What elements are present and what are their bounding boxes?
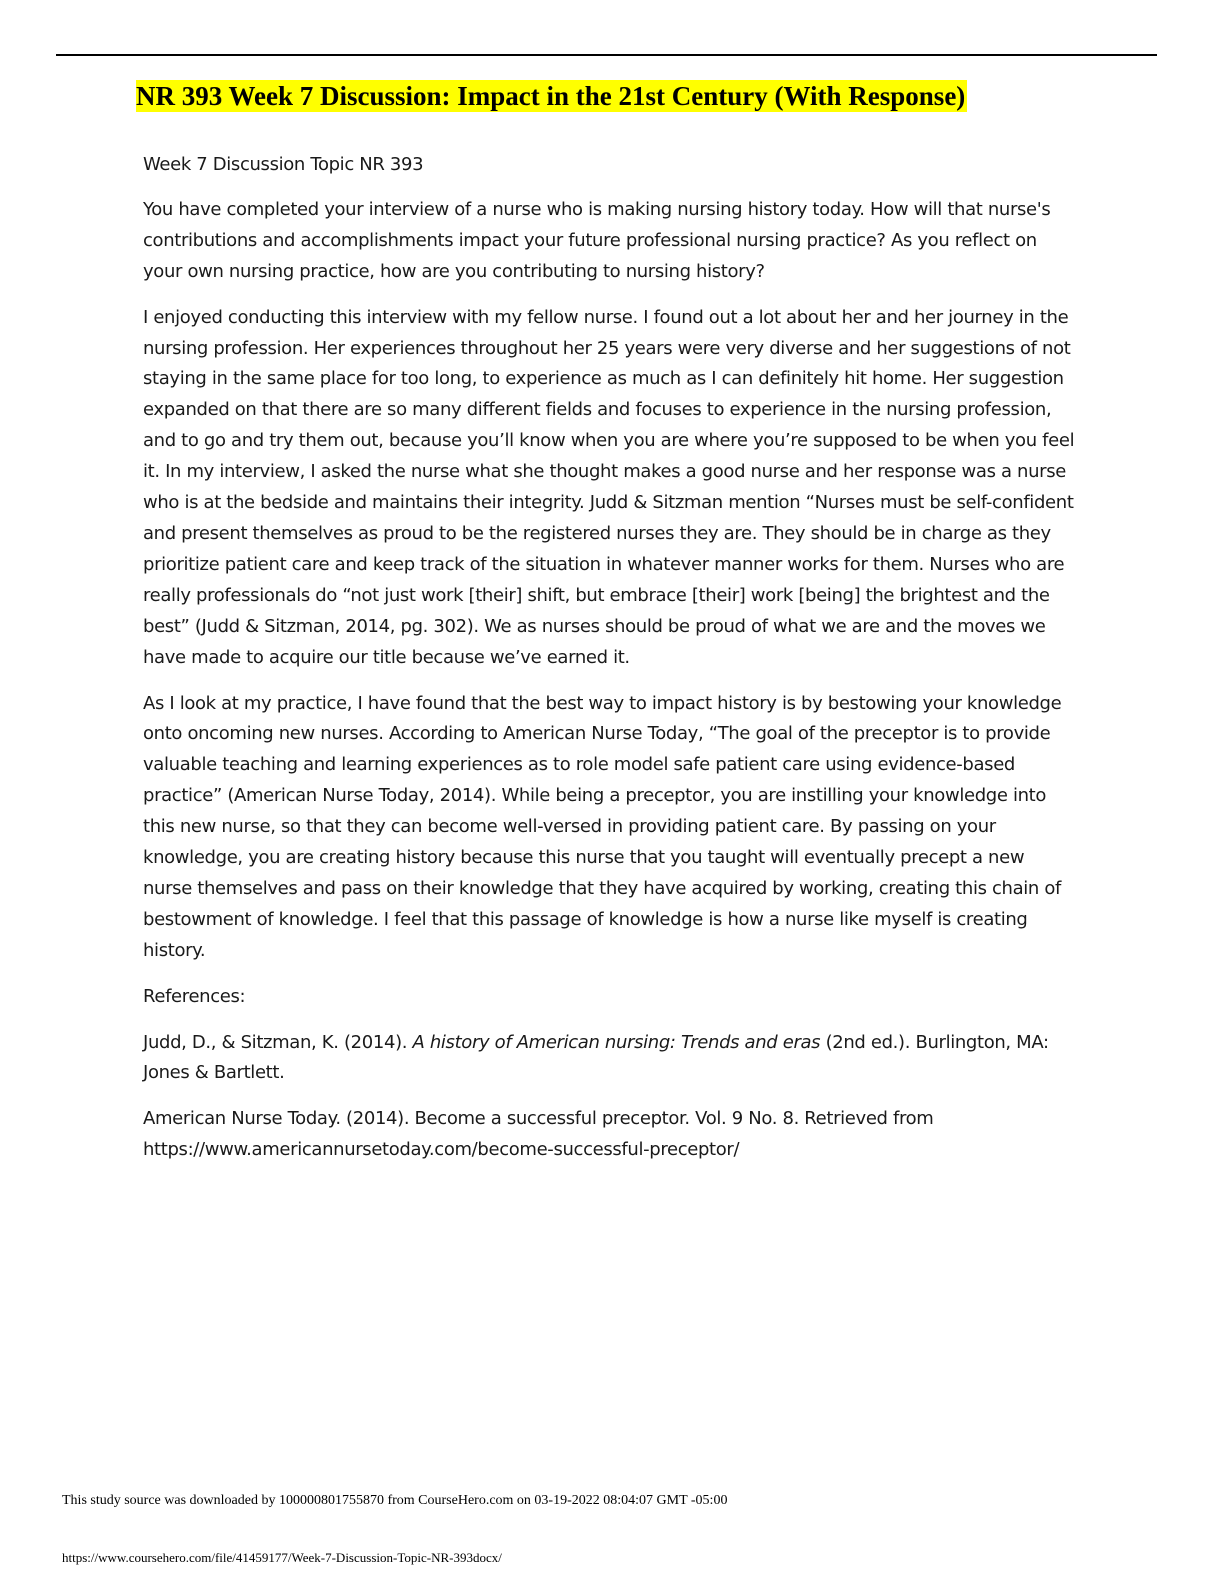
download-source-note: This study source was downloaded by 100000801755870 from CourseHero.com on 03-19-2022 08:04:07 GMT -05:00 <box>62 1493 728 1508</box>
document-body <box>143 150 1078 1181</box>
reference-1-authors: Judd, D., & Sitzman, K. (2014). <box>143 1031 413 1053</box>
discussion-prompt: You have completed your interview of a nurse who is making nursing history today. How will that nurse's contributions and accomplishments impact your future professional nursing practice? As you reflect on your own nursing practice, how are you contributing to nursing history? <box>143 198 1051 282</box>
reference-1-rest: (2nd ed.). Burlington, MA: Jones & Bartlett. <box>143 1031 1049 1084</box>
reference-2: American Nurse Today. (2014). Become a successful preceptor. Vol. 9 No. 8. Retrieved from https://www.americannursetoday.com/become-successful-preceptor/ <box>143 1108 934 1161</box>
reference-1-title: A history of American nursing: Trends and eras <box>412 1031 821 1053</box>
document-title: NR 393 Week 7 Discussion: Impact in the 21st Century (With Response) <box>136 81 966 111</box>
references-heading: References: <box>143 985 246 1007</box>
reference-1 <box>143 1028 1078 1090</box>
source-url-link[interactable]: https://www.coursehero.com/file/41459177/Week-7-Discussion-Topic-NR-393docx/ <box>62 1550 502 1565</box>
topic-heading: Week 7 Discussion Topic NR 393 <box>143 154 424 175</box>
response-paragraph-1: I enjoyed conducting this interview with my fellow nurse. I found out a lot about her and her journey in the nursing profession. Her experiences throughout her 25 years were very diverse and her suggestions of not staying in the same place for too long, to experience as much as I can definitely hit home. Her suggestion expanded on that there are so many different fields and focuses to experience in the nursing profession, and to go and try them out, because you’ll know when you are where you’re supposed to be when you feel it. In my interview, I asked the nurse what she thought makes a good nurse and her response was a nurse who is at the bedside and maintains their integrity. Judd & Sitzman mention “Nurses must be self-confident and present themselves as proud to be the registered nurses they are. They should be in charge as they prioritize patient care and keep track of the situation in whatever manner works for them. Nurses who are really professionals do “not just work [their] shift, but embrace [their] work [being] the brightest and the best” (Judd & Sitzman, 2014, pg. 302). We as nurses should be proud of what we are and the moves we have made to acquire our title because we’ve earned it. <box>143 306 1075 668</box>
title-block <box>136 80 967 112</box>
top-divider <box>56 54 1157 56</box>
response-paragraph-2: As I look at my practice, I have found that the best way to impact history is by bestowing your knowledge onto oncoming new nurses. According to American Nurse Today, “The goal of the preceptor is to provide valuable teaching and learning experiences as to role model safe patient care using evidence-based practice” (American Nurse Today, 2014). While being a preceptor, you are instilling your knowledge into this new nurse, so that they can become well-versed in providing patient care. By passing on your knowledge, you are creating history because this nurse that you taught will eventually precept a new nurse themselves and pass on their knowledge that they have acquired by working, creating this chain of bestowment of knowledge. I feel that this passage of knowledge is how a nurse like myself is creating history. <box>143 692 1062 961</box>
